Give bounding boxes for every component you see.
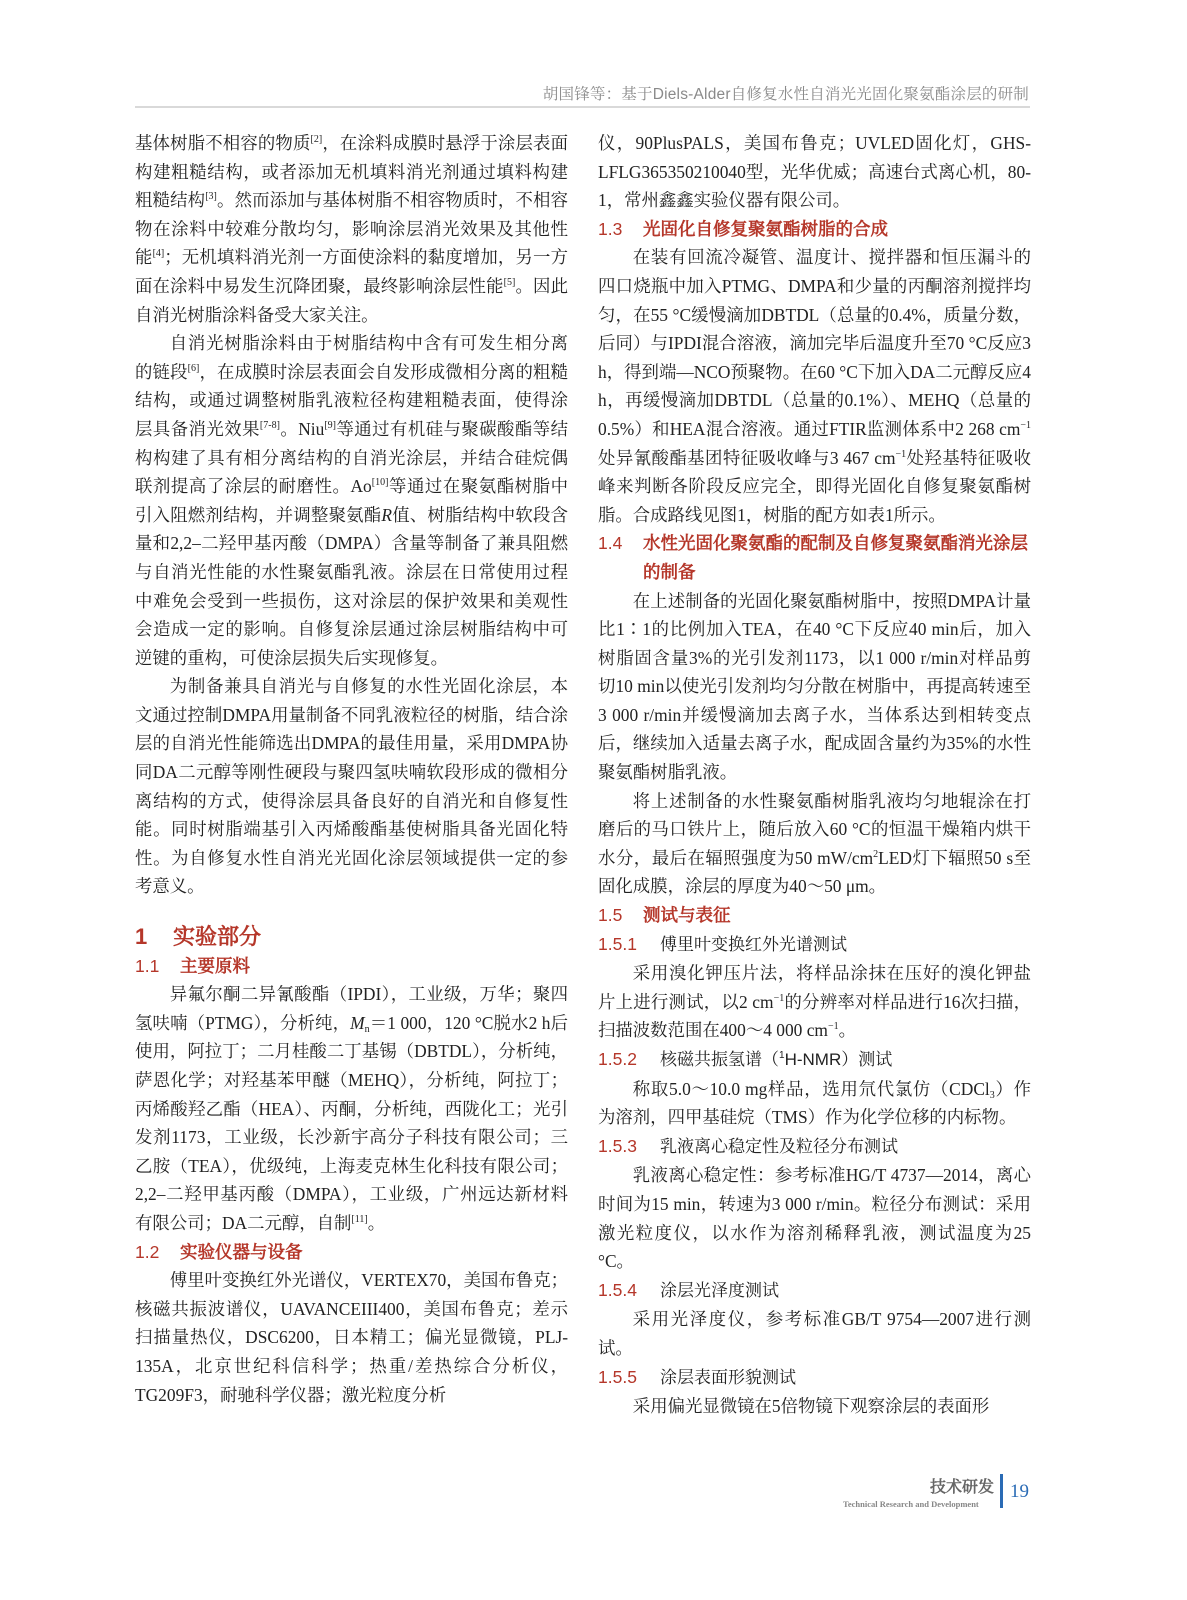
text-run: 涂层光泽度测试	[660, 1280, 779, 1300]
paragraph	[598, 1161, 1031, 1275]
superscript: [3]	[205, 191, 217, 203]
right-column	[598, 129, 1031, 1421]
text-run: 乳液离心稳定性及粒径分布测试	[660, 1136, 898, 1156]
text-run: 异氟尔酮二异氰酸酯（IPDI），工业级，万华；聚四氢呋喃（PTMG），分析纯，	[135, 984, 568, 1033]
text-run: 傅里叶变换红外光谱测试	[660, 934, 847, 954]
text-run: 乳液离心稳定性：参考标准HG/T 4737—2014，离心时间为15 min，转速为3 000 r/min。粒径分布测试：采用激光粒度仪，以水作为溶剂稀释乳液，测试温度为25 °C。	[598, 1165, 1031, 1272]
subsection-heading	[135, 952, 568, 981]
superscript: −1	[773, 992, 785, 1004]
footer-section-label-en: Technical Research and Development	[843, 1499, 979, 1509]
text-run: 实验部分	[173, 924, 262, 950]
section-heading	[135, 923, 568, 952]
text-run: 测试与表征	[643, 905, 731, 926]
superscript: 2	[873, 848, 879, 860]
paragraph	[135, 672, 568, 901]
superscript: [10]	[371, 477, 389, 489]
text-run: 采用偏光显微镜在5倍物镜下观察涂层的表面形	[632, 1396, 990, 1417]
paragraph	[598, 587, 1031, 787]
heading-number: 1.5.5	[598, 1366, 637, 1387]
text-run: 。	[838, 1020, 856, 1041]
paragraph-continued	[598, 129, 1031, 215]
text-run: ＝1 000，120 °C脱水2 h后使用，阿拉丁；二月桂酸二丁基锡（DBTDL），分析纯，萨恩化学；对羟基苯甲醚（MEHQ），分析纯，阿拉丁；丙烯酸羟乙酯（HEA）、丙酮，分析纯，西陇化工；光引发剂1173，工业级，长沙新宇高分子科技有限公司；三乙胺（TEA），优级纯，上海麦克林生化科技有限公司；2,2–二羟甲基丙酸（DMPA），工业级，广州远达新材料有限公司；DA二元醇，自制	[135, 1012, 568, 1233]
heading-number: 1.5	[598, 905, 623, 926]
footer-section-label: 技术研发	[930, 1479, 995, 1496]
running-title: 胡国锋等：基于Diels-Alder自修复水性自消光光固化聚氨酯涂层的研制	[542, 86, 1029, 103]
text-run: 实验仪器与设备	[180, 1241, 303, 1262]
text-run: ，在成膜时涂层表面会自发形成微相分离的粗糙结构，或通过调整树脂乳液粒径构建粗糙表面，使得涂层具备消光效果	[135, 361, 568, 439]
subsubsection-heading	[598, 1132, 1031, 1162]
text-run: 在上述制备的光固化聚氨酯树脂中，按照DMPA计量比1∶1的比例加入TEA，在40 °C下反应40 min后，加入树脂固含量3%的光引发剂1173，以1 000 r/min对样品剪切10 min以使光引发剂均匀分散在树脂中，再提高转速至3 000 r/min并缓慢滴加去离子水，当体系达到相转变点后，继续加入适量去离子水，配成固含量约为35%的水性聚氨酯树脂乳液。	[598, 590, 1031, 783]
paragraph	[598, 1392, 1031, 1421]
paragraph	[598, 1075, 1031, 1132]
paragraph	[598, 243, 1031, 529]
subsubsection-heading	[598, 1045, 1031, 1075]
heading-number: 1.2	[135, 1241, 160, 1262]
text-run: 等通过在聚氨酯树脂中引入阻燃剂结构，并调整聚氨酯	[135, 476, 568, 525]
footer-divider	[1000, 1474, 1003, 1508]
text-run: ；无机填料消光剂一方面使涂料的黏度增加，另一方面在涂料中易发生沉降团聚，最终影响涂层性能	[135, 247, 568, 296]
superscript: [5]	[503, 276, 516, 288]
text-run: 水性光固化聚氨酯的配制及自修复聚氨酯消光涂层的制备	[643, 533, 1028, 582]
text-run: 称取5.0～10.0 mg样品，选用氘代氯仿（CDCl	[632, 1078, 990, 1099]
italic-symbol: R	[381, 504, 392, 525]
superscript: −1	[827, 1021, 839, 1033]
text-run: ，在涂料成膜时悬浮于涂层表面构建粗糙结构，或者添加无机填料消光剂通过填料构建粗糙结构	[135, 133, 568, 211]
superscript: 1	[779, 1050, 785, 1061]
text-run: 。然而添加与基体树脂不相容物质时，不相容物在涂料中较难分散均匀，影响涂层消光效果及其他性能	[135, 190, 568, 268]
text-run: 仪，90PlusPALS，美国布鲁克；UVLED固化灯，GHS-LFLG365350210040型，光华优威；高速台式离心机，80-1，常州鑫鑫实验仪器有限公司。	[598, 133, 1031, 211]
text-run: 。因此自消光树脂涂料备受大家关注。	[135, 275, 568, 325]
superscript: [7-8]	[259, 419, 280, 431]
paragraph	[598, 1305, 1031, 1362]
text-run: 等通过有机硅与聚碳酸酯等结构构建了具有相分离结构的自消光涂层，并结合硅烷偶联剂提高了涂层的耐磨性。Ao	[135, 418, 568, 497]
text-run: 。	[367, 1212, 386, 1233]
paragraph	[598, 787, 1031, 901]
text-run: 将上述制备的水性聚氨酯树脂乳液均匀地辊涂在打磨后的马口铁片上，随后放入60 °C的恒温干燥箱内烘干水分，最后在辐照强度为50 mW/cm	[598, 790, 1031, 868]
text-run: 处异氰酸酯基团特征吸收峰与3 467 cm	[598, 447, 896, 468]
text-run: 主要原料	[180, 955, 250, 976]
page-number: 19	[1010, 1481, 1029, 1502]
heading-number: 1	[135, 924, 148, 950]
text-run: 自消光树脂涂料由于树脂结构中含有可发生相分离的链段	[135, 333, 568, 382]
subsubsection-heading	[598, 930, 1031, 960]
text-run: 值、树脂结构中软段含量和2,2–二羟甲基丙酸（DMPA）含量等制备了兼具阻燃与自消光性能的水性聚氨酯乳液。涂层在日常使用过程中难免会受到一些损伤，这对涂层的保护效果和美观性会造成一定的影响。自修复涂层通过涂层树脂结构中可逆键的重构，可使涂层损失后实现修复。	[135, 504, 568, 668]
text-run: 核磁共振氢谱（	[660, 1050, 779, 1069]
subscript: 3	[989, 1089, 995, 1101]
subsubsection-heading	[598, 1276, 1031, 1306]
paragraph	[135, 329, 568, 672]
heading-number: 1.1	[135, 955, 160, 976]
heading-number: 1.5.3	[598, 1135, 637, 1156]
text-run: 采用溴化钾压片法，将样品涂抹在压好的溴化钾盐片上进行测试，以2 cm	[598, 963, 1031, 1012]
paragraph-continued	[135, 129, 568, 329]
paragraph	[135, 1266, 568, 1409]
header-rule	[135, 106, 1030, 108]
text-run: LED灯下辐照50 s至固化成膜，涂层的厚度为40～50 μm。	[598, 847, 1031, 897]
text-run: 涂层表面形貌测试	[660, 1367, 796, 1387]
text-run: 。Niu	[279, 418, 325, 439]
superscript: [11]	[351, 1213, 368, 1225]
heading-number: 1.4	[598, 533, 623, 554]
heading-number: 1.3	[598, 218, 623, 239]
paragraph	[598, 959, 1031, 1045]
text-run: ）作为溶剂，四甲基硅烷（TMS）作为化学位移的内标物。	[598, 1078, 1031, 1128]
subscript: n	[364, 1023, 370, 1035]
superscript: −1	[895, 448, 907, 460]
heading-number: 1.5.2	[598, 1049, 637, 1069]
subsection-heading	[598, 901, 1031, 930]
paragraph	[135, 980, 568, 1237]
heading-number: 1.5.4	[598, 1279, 637, 1300]
superscript: −1	[1020, 419, 1031, 431]
text-run: 处羟基特征吸收峰来判断各阶段反应完全，即得光固化自修复聚氨酯树脂。合成路线见图1，树脂的配方如表1所示。	[598, 447, 1031, 525]
text-run: 在装有回流冷凝管、温度计、搅拌器和恒压漏斗的四口烧瓶中加入PTMG、DMPA和少量的丙酮溶剂搅拌均匀，在55 °C缓慢滴加DBTDL（总量的0.4%，质量分数，后同）与IPDI混合溶液，滴加完毕后温度升至70 °C反应3 h，得到端—NCO预聚物。在60 °C下加入DA二元醇反应4 h，再缓慢滴加DBTDL（总量的0.1%）、MEHQ（总量的0.5%）和HEA混合溶液。通过FTIR监测体系中2 268 cm	[598, 247, 1031, 439]
subsubsection-heading	[598, 1363, 1031, 1393]
text-run: H-NMR）测试	[784, 1050, 893, 1069]
text-run: 光固化自修复聚氨酯树脂的合成	[643, 218, 888, 239]
superscript: [2]	[310, 134, 323, 145]
text-run: 基体树脂不相容的物质	[135, 133, 311, 153]
subsection-heading	[598, 215, 1031, 244]
text-run: 为制备兼具自消光与自修复的水性光固化涂层，本文通过控制DMPA用量制备不同乳液粒径的树脂，结合涂层的自消光性能筛选出DMPA的最佳用量，采用DMPA协同DA二元醇等刚性硬段与聚四氢呋喃软段形成的微相分离结构的方式，使得涂层具备良好的自消光和自修复性能。同时树脂端基引入丙烯酸酯基使树脂具备光固化特性。为自修复水性自消光光固化涂层领域提供一定的参考意义。	[135, 676, 568, 897]
superscript: [9]	[324, 419, 336, 431]
superscript: [6]	[187, 362, 200, 374]
subsection-heading	[135, 1238, 568, 1267]
heading-number: 1.5.1	[598, 933, 637, 954]
text-run: 傅里叶变换红外光谱仪，VERTEX70，美国布鲁克；核磁共振波谱仪，UAVANCEIII400，美国布鲁克；差示扫描量热仪，DSC6200，日本精工；偏光显微镜，PLJ-135A，北京世纪科信科学；热重/差热综合分析仪，TG209F3，耐驰科学仪器；激光粒度分析	[135, 1270, 568, 1405]
text-run: 的分辨率对样品进行16次扫描，扫描波数范围在400～4 000 cm	[598, 991, 1031, 1041]
left-column	[135, 129, 568, 1409]
italic-symbol: M	[350, 1012, 365, 1033]
superscript: [4]	[152, 248, 165, 260]
subsection-heading	[598, 529, 1031, 586]
text-run: 采用光泽度仪，参考标准GB/T 9754—2007进行测试。	[598, 1309, 1031, 1358]
